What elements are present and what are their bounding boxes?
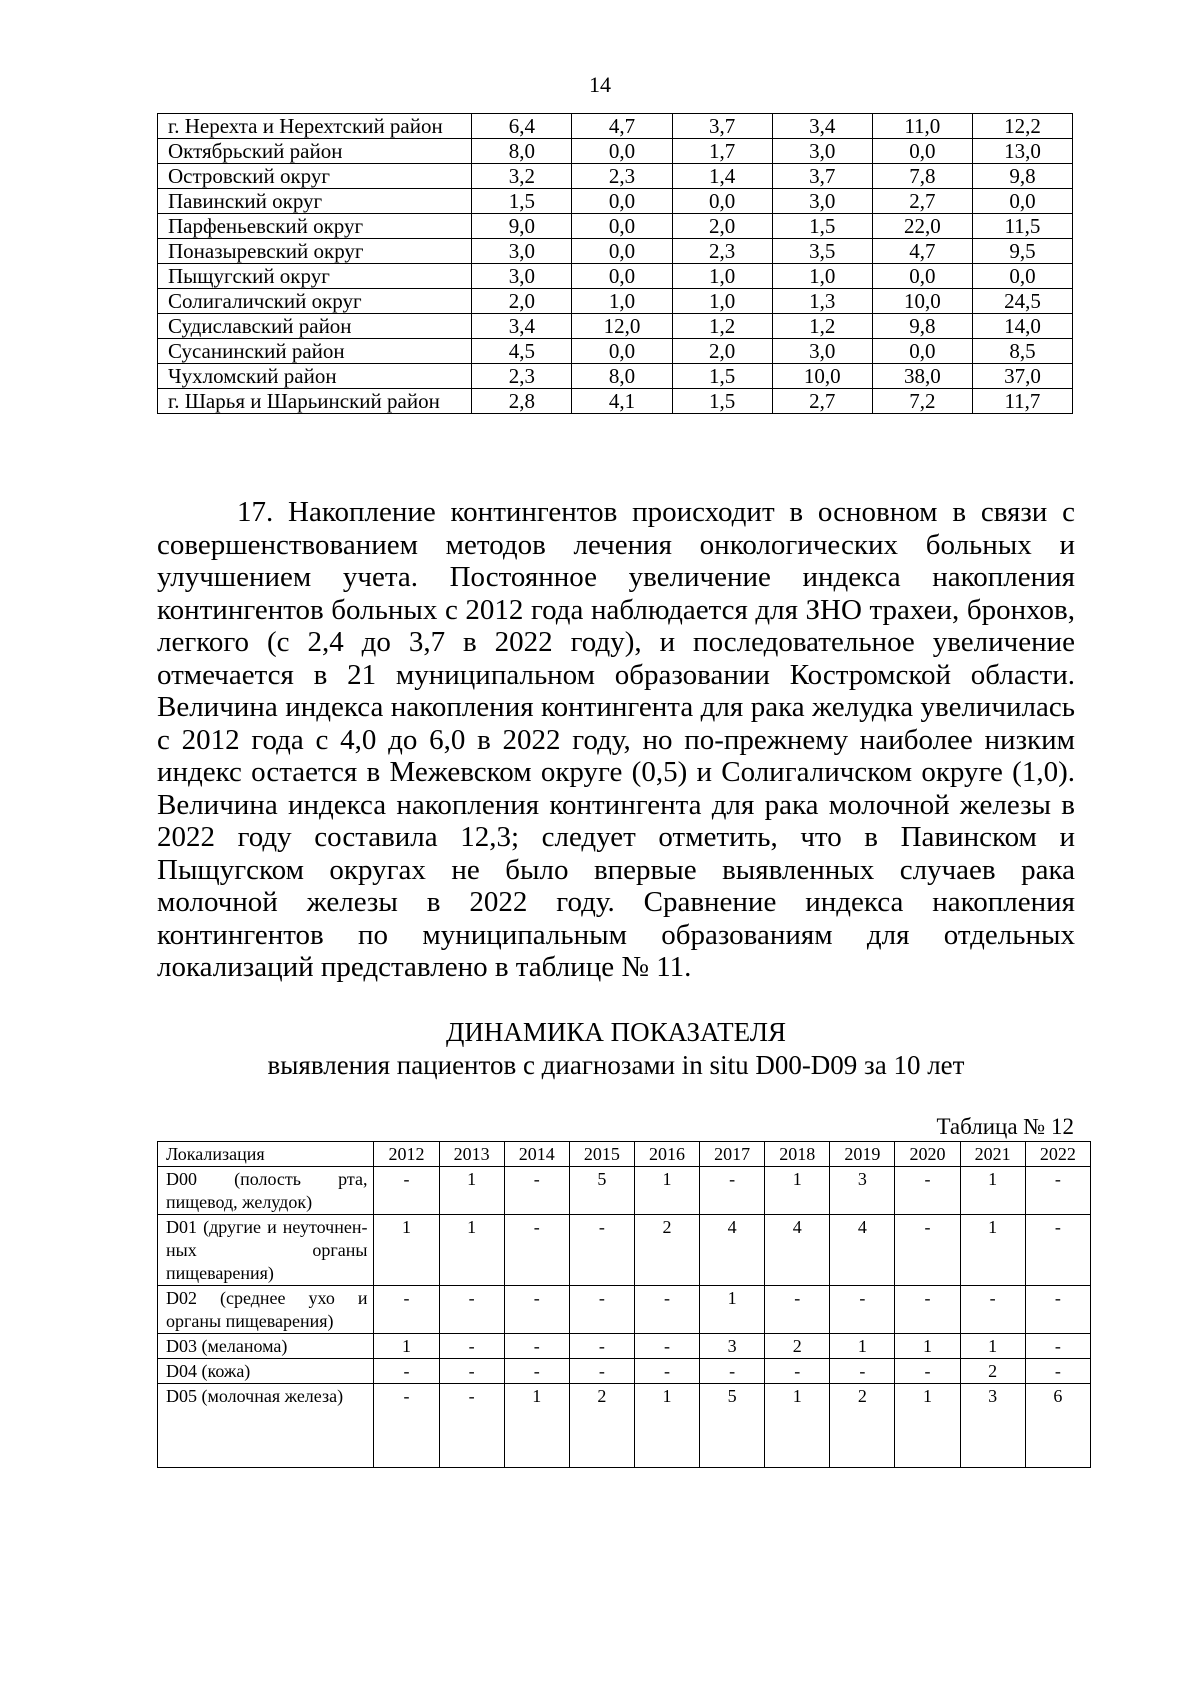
value-cell: 1,5 — [772, 214, 872, 239]
count-cell: - — [700, 1167, 765, 1215]
count-cell: 6 — [1025, 1384, 1090, 1468]
value-cell: 12,0 — [572, 314, 672, 339]
count-cell: 2 — [765, 1334, 830, 1359]
count-cell: 1 — [634, 1384, 699, 1468]
value-cell: 3,7 — [772, 164, 872, 189]
count-cell: - — [765, 1286, 830, 1334]
count-cell: - — [374, 1359, 439, 1384]
value-cell: 0,0 — [972, 189, 1072, 214]
count-cell: 1 — [439, 1167, 504, 1215]
table-row — [158, 1167, 1091, 1215]
value-cell: 3,7 — [672, 114, 772, 139]
count-cell: - — [700, 1359, 765, 1384]
count-cell: - — [439, 1286, 504, 1334]
value-cell: 0,0 — [672, 189, 772, 214]
page-number: 14 — [589, 72, 611, 97]
table-row — [158, 189, 1073, 214]
header-year: 2013 — [439, 1142, 504, 1167]
table-row — [158, 214, 1073, 239]
value-cell: 1,5 — [672, 364, 772, 389]
count-cell: 1 — [374, 1215, 439, 1286]
count-cell: - — [1025, 1167, 1090, 1215]
header-localization: Локализация — [158, 1142, 374, 1167]
table-row — [158, 1359, 1091, 1384]
table-row — [158, 289, 1073, 314]
count-cell: 1 — [765, 1384, 830, 1468]
district-name-cell: г. Шарья и Шарьинский район — [158, 389, 472, 414]
localization-cell: D02 (среднее ухо и органы пищеварения) — [158, 1286, 374, 1334]
district-name-cell: Судиславский район — [158, 314, 472, 339]
district-name-cell: Павинский округ — [158, 189, 472, 214]
value-cell: 0,0 — [572, 264, 672, 289]
count-cell: 3 — [700, 1334, 765, 1359]
value-cell: 10,0 — [872, 289, 972, 314]
count-cell: 1 — [634, 1167, 699, 1215]
count-cell: - — [1025, 1334, 1090, 1359]
value-cell: 9,8 — [972, 164, 1072, 189]
value-cell: 7,2 — [872, 389, 972, 414]
count-cell: - — [569, 1334, 634, 1359]
value-cell: 0,0 — [572, 139, 672, 164]
contingent-index-table — [157, 113, 1073, 414]
count-cell: 1 — [895, 1384, 960, 1468]
value-cell: 1,7 — [672, 139, 772, 164]
value-cell: 6,4 — [472, 114, 572, 139]
value-cell: 3,0 — [772, 339, 872, 364]
count-cell: 1 — [895, 1334, 960, 1359]
value-cell: 11,7 — [972, 389, 1072, 414]
header-year: 2014 — [504, 1142, 569, 1167]
count-cell: 1 — [830, 1334, 895, 1359]
value-cell: 13,0 — [972, 139, 1072, 164]
table-row — [158, 389, 1073, 414]
header-year: 2022 — [1025, 1142, 1090, 1167]
value-cell: 3,4 — [472, 314, 572, 339]
count-cell: 1 — [960, 1334, 1025, 1359]
table-row — [158, 1334, 1091, 1359]
header-year: 2020 — [895, 1142, 960, 1167]
value-cell: 38,0 — [872, 364, 972, 389]
count-cell: - — [1025, 1286, 1090, 1334]
localization-cell: D01 (другие и неуточнен-ных органы пищеварения) — [158, 1215, 374, 1286]
value-cell: 0,0 — [572, 239, 672, 264]
localization-cell: D00 (полость рта, пищевод, желудок) — [158, 1167, 374, 1215]
value-cell: 3,5 — [772, 239, 872, 264]
count-cell: - — [895, 1359, 960, 1384]
value-cell: 4,7 — [572, 114, 672, 139]
count-cell: 1 — [504, 1384, 569, 1468]
count-cell: 1 — [700, 1286, 765, 1334]
count-cell: - — [960, 1286, 1025, 1334]
table-row — [158, 1286, 1091, 1334]
value-cell: 2,7 — [872, 189, 972, 214]
value-cell: 1,2 — [772, 314, 872, 339]
value-cell: 0,0 — [572, 339, 672, 364]
count-cell: - — [895, 1167, 960, 1215]
localization-cell: D03 (меланома) — [158, 1334, 374, 1359]
value-cell: 8,5 — [972, 339, 1072, 364]
in-situ-table-body — [158, 1167, 1091, 1468]
count-cell: - — [895, 1286, 960, 1334]
value-cell: 1,5 — [472, 189, 572, 214]
value-cell: 4,7 — [872, 239, 972, 264]
count-cell: - — [634, 1334, 699, 1359]
value-cell: 0,0 — [572, 189, 672, 214]
value-cell: 3,0 — [472, 239, 572, 264]
count-cell: - — [830, 1359, 895, 1384]
value-cell: 2,0 — [472, 289, 572, 314]
count-cell: 4 — [765, 1215, 830, 1286]
value-cell: 0,0 — [872, 339, 972, 364]
in-situ-table-header-row — [158, 1142, 1091, 1167]
header-year: 2015 — [569, 1142, 634, 1167]
section-title: ДИНАМИКА ПОКАЗАТЕЛЯ — [445, 1017, 787, 1047]
count-cell: - — [569, 1359, 634, 1384]
header-year: 2021 — [960, 1142, 1025, 1167]
value-cell: 3,0 — [772, 139, 872, 164]
localization-cell: D04 (кожа) — [158, 1359, 374, 1384]
value-cell: 2,7 — [772, 389, 872, 414]
value-cell: 1,4 — [672, 164, 772, 189]
value-cell: 2,8 — [472, 389, 572, 414]
value-cell: 10,0 — [772, 364, 872, 389]
count-cell: - — [569, 1286, 634, 1334]
value-cell: 1,0 — [672, 264, 772, 289]
district-name-cell: Чухломский район — [158, 364, 472, 389]
count-cell: - — [634, 1359, 699, 1384]
value-cell: 2,3 — [672, 239, 772, 264]
value-cell: 22,0 — [872, 214, 972, 239]
value-cell: 1,3 — [772, 289, 872, 314]
value-cell: 3,0 — [772, 189, 872, 214]
section-subtitle: выявления пациентов с диагнозами in situ D00-D09 за 10 лет — [267, 1050, 965, 1080]
table-row — [158, 139, 1073, 164]
table-row — [158, 239, 1073, 264]
district-name-cell: Островский округ — [158, 164, 472, 189]
value-cell: 1,2 — [672, 314, 772, 339]
value-cell: 24,5 — [972, 289, 1072, 314]
value-cell: 1,0 — [572, 289, 672, 314]
value-cell: 0,0 — [572, 214, 672, 239]
contingent-index-table-body — [158, 114, 1073, 414]
value-cell: 1,0 — [672, 289, 772, 314]
count-cell: 5 — [700, 1384, 765, 1468]
value-cell: 2,0 — [672, 214, 772, 239]
value-cell: 12,2 — [972, 114, 1072, 139]
district-name-cell: Парфеньевский округ — [158, 214, 472, 239]
count-cell: 4 — [830, 1215, 895, 1286]
value-cell: 2,3 — [472, 364, 572, 389]
count-cell: - — [895, 1215, 960, 1286]
count-cell: - — [830, 1286, 895, 1334]
header-year: 2016 — [634, 1142, 699, 1167]
localization-cell: D05 (молочная железа) — [158, 1384, 374, 1468]
count-cell: 2 — [830, 1384, 895, 1468]
table-caption: Таблица № 12 — [936, 1114, 1074, 1139]
table-row — [158, 1384, 1091, 1468]
value-cell: 7,8 — [872, 164, 972, 189]
district-name-cell: г. Нерехта и Нерехтский район — [158, 114, 472, 139]
count-cell: - — [504, 1359, 569, 1384]
count-cell: 1 — [374, 1334, 439, 1359]
count-cell: - — [439, 1334, 504, 1359]
count-cell: 1 — [960, 1167, 1025, 1215]
count-cell: - — [765, 1359, 830, 1384]
value-cell: 9,8 — [872, 314, 972, 339]
district-name-cell: Сусанинский район — [158, 339, 472, 364]
count-cell: - — [1025, 1215, 1090, 1286]
value-cell: 9,0 — [472, 214, 572, 239]
in-situ-dynamics-table — [157, 1141, 1091, 1468]
table-row — [158, 339, 1073, 364]
count-cell: 3 — [960, 1384, 1025, 1468]
table-row — [158, 264, 1073, 289]
value-cell: 4,5 — [472, 339, 572, 364]
header-year: 2017 — [700, 1142, 765, 1167]
value-cell: 11,5 — [972, 214, 1072, 239]
paragraph-17: 17. Накопление контингентов происходит в основном в связи с совершенствованием методов лечения онкологических больных и улучшением учета. Постоянное увеличение индекса накопления контингентов больных с 2012 года наблюдается для ЗНО трахеи, бронхов, легкого (с 2,4 до 3,7 в 2022 году), и последовательное увеличение отмечается в 21 муниципальном образовании Костромской области. Величина индекса накопления контингента для рака желудка увеличилась с 2012 года с 4,0 до 6,0 в 2022 году, но по-прежнему наиболее низким индекс остается в Межевском округе (0,5) и Солигаличском округе (1,0). Величина индекса накопления контингента для рака молочной железы в 2022 году составила 12,3; следует отметить, что в Павинском и Пыщугском округах не было впервые выявленных случаев рака молочной железы в 2022 году. Сравнение индекса накопления контингентов по муниципальным образованиям для отдельных локализаций представлено в таблице № 11. — [157, 496, 1075, 983]
count-cell: - — [439, 1359, 504, 1384]
count-cell: - — [374, 1167, 439, 1215]
count-cell: - — [439, 1384, 504, 1468]
count-cell: - — [569, 1215, 634, 1286]
count-cell: 1 — [439, 1215, 504, 1286]
table-row — [158, 364, 1073, 389]
value-cell: 37,0 — [972, 364, 1072, 389]
in-situ-table-head — [158, 1142, 1091, 1167]
value-cell: 0,0 — [972, 264, 1072, 289]
count-cell: 2 — [634, 1215, 699, 1286]
header-year: 2018 — [765, 1142, 830, 1167]
count-cell: - — [1025, 1359, 1090, 1384]
count-cell: - — [504, 1215, 569, 1286]
value-cell: 3,2 — [472, 164, 572, 189]
value-cell: 1,5 — [672, 389, 772, 414]
value-cell: 2,0 — [672, 339, 772, 364]
value-cell: 8,0 — [472, 139, 572, 164]
count-cell: 4 — [700, 1215, 765, 1286]
header-year: 2019 — [830, 1142, 895, 1167]
count-cell: - — [504, 1334, 569, 1359]
count-cell: - — [374, 1286, 439, 1334]
table-row — [158, 164, 1073, 189]
district-name-cell: Октябрьский район — [158, 139, 472, 164]
count-cell: - — [634, 1286, 699, 1334]
value-cell: 3,4 — [772, 114, 872, 139]
value-cell: 11,0 — [872, 114, 972, 139]
district-name-cell: Поназыревский округ — [158, 239, 472, 264]
count-cell: - — [374, 1384, 439, 1468]
value-cell: 9,5 — [972, 239, 1072, 264]
table-row — [158, 314, 1073, 339]
count-cell: 1 — [960, 1215, 1025, 1286]
value-cell: 4,1 — [572, 389, 672, 414]
header-year: 2012 — [374, 1142, 439, 1167]
value-cell: 8,0 — [572, 364, 672, 389]
count-cell: - — [504, 1286, 569, 1334]
value-cell: 2,3 — [572, 164, 672, 189]
value-cell: 0,0 — [872, 139, 972, 164]
value-cell: 3,0 — [472, 264, 572, 289]
count-cell: 2 — [569, 1384, 634, 1468]
count-cell: 5 — [569, 1167, 634, 1215]
value-cell: 0,0 — [872, 264, 972, 289]
value-cell: 1,0 — [772, 264, 872, 289]
count-cell: - — [504, 1167, 569, 1215]
table-row — [158, 114, 1073, 139]
district-name-cell: Пыщугский округ — [158, 264, 472, 289]
count-cell: 1 — [765, 1167, 830, 1215]
value-cell: 14,0 — [972, 314, 1072, 339]
district-name-cell: Солигаличский округ — [158, 289, 472, 314]
table-row — [158, 1215, 1091, 1286]
count-cell: 3 — [830, 1167, 895, 1215]
count-cell: 2 — [960, 1359, 1025, 1384]
